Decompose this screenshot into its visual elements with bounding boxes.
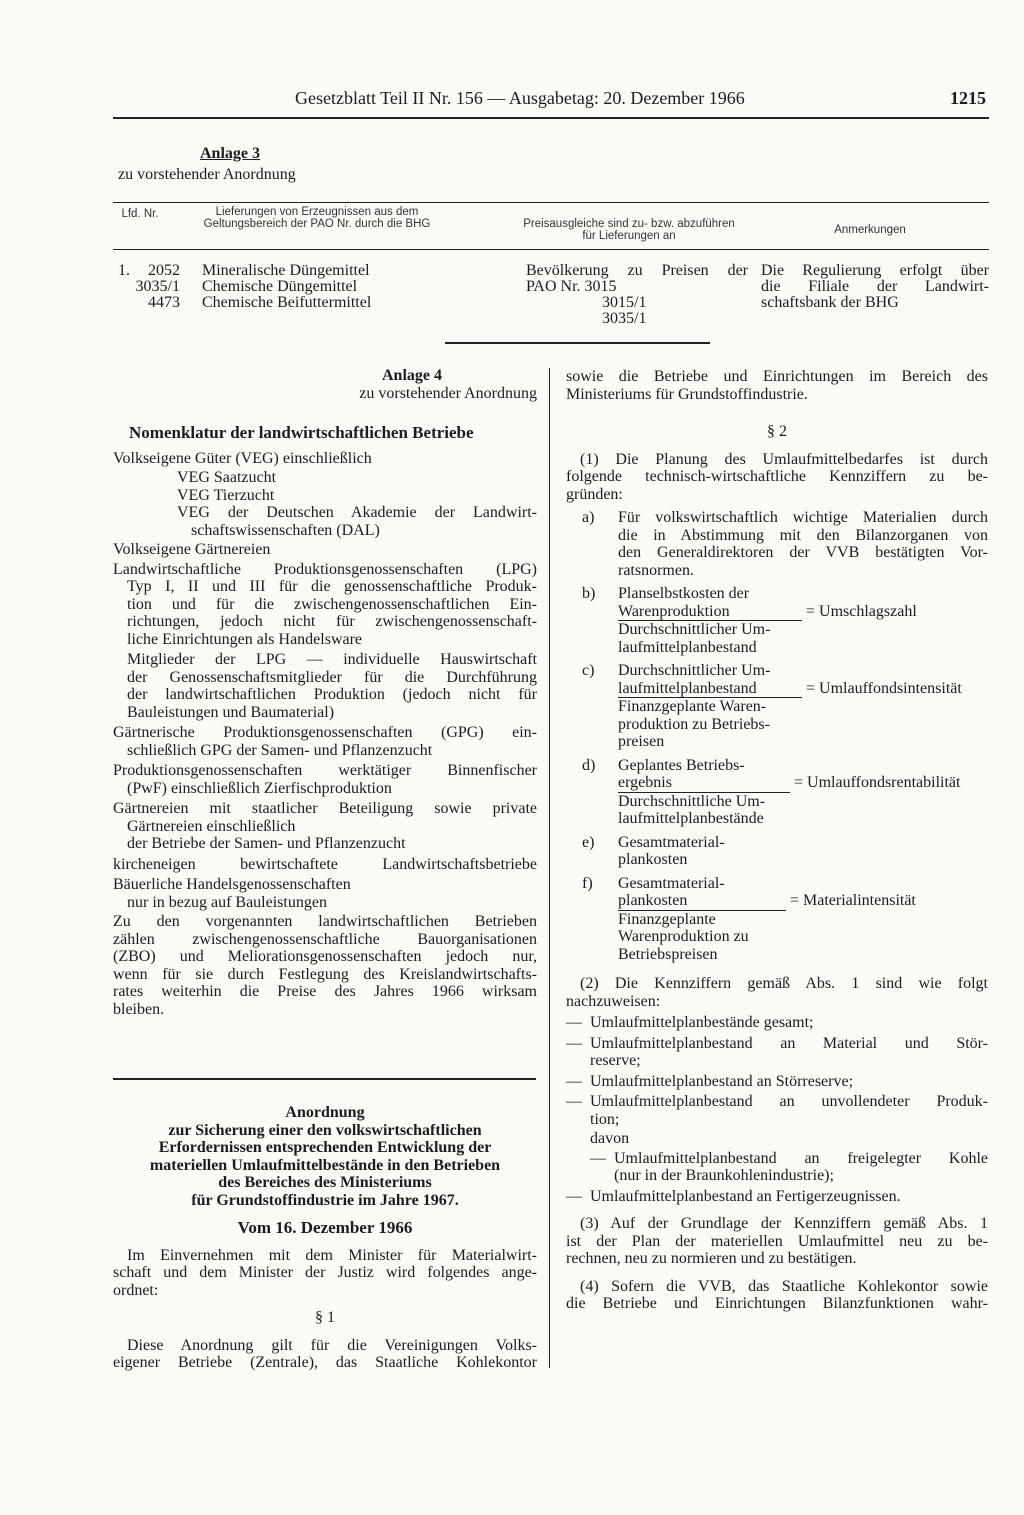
pwf-entry — [113, 762, 537, 797]
fraction-c-denominator: Finanzgeplante Waren- — [618, 698, 767, 715]
lpg-entry — [113, 561, 537, 649]
fraction-b-numerator: Planselbstkosten der — [618, 585, 750, 602]
lpg-line: Landwirtschaftliche Produktionsgenossenschaften (LPG) — [113, 560, 537, 578]
anordnung-title-line: Erfordernissen entsprechenden Entwicklung der — [158, 1139, 492, 1156]
pao-number: 2052 — [148, 262, 180, 279]
prices-line: 3035/1 — [602, 310, 647, 327]
list-item-line: Umlaufmittelplanbestand an unvollendeter Produk- — [590, 1093, 988, 1110]
fraction-b — [618, 585, 802, 656]
intro-line: ordnet: — [113, 1281, 159, 1299]
bhg-entry — [113, 876, 537, 911]
closing-line: rates weiterhin die Preise des Jahres 1966 wirksam — [113, 983, 537, 1000]
list-item-line: reserve; — [590, 1052, 641, 1069]
paragraph-1-line: Diese Anordnung gilt für die Vereinigungen Volks- — [127, 1336, 537, 1354]
fraction-d-result: = Umlauffondsrentabilität — [794, 774, 961, 792]
davon-label: davon — [590, 1130, 630, 1147]
veg-item: VEG Saatzucht — [177, 469, 277, 486]
table-header-preisausgleiche: Preisausgleiche sind zu- bzw. abzuführen für Lieferungen an — [523, 218, 735, 242]
fraction-f-denominator: Finanzgeplante — [618, 910, 716, 928]
table-remarks — [761, 263, 989, 311]
remarks-line: schaftsbank der BHG — [761, 294, 899, 311]
list-dash: — — [590, 1149, 606, 1167]
section-divider — [445, 342, 710, 344]
item-e — [566, 834, 988, 869]
item-e-line: plankosten — [618, 851, 688, 868]
fraction-b-denominator: Durchschnittlicher Um- — [618, 621, 771, 638]
continuation-line: Ministeriums für Grundstoffindustrie. — [566, 385, 808, 403]
fraction-b-numerator: Warenproduktion — [618, 602, 730, 620]
kirchen-entry: kircheneigen bewirtschaftete Landwirtschaftsbetriebe — [113, 855, 537, 873]
anlage4-subtitle: zu vorstehender Anordnung — [359, 384, 537, 402]
continuation-line: sowie die Betriebe und Einrichtungen im Bereich des — [566, 368, 988, 385]
anordnung-title-line: des Bereiches des Ministeriums — [218, 1174, 432, 1191]
table-goods — [202, 263, 462, 311]
running-header: Gesetzblatt Teil II Nr. 156 — Ausgabetag: 20. Dezember 1966 — [295, 88, 745, 108]
bhg-line: Bäuerliche Handelsgenossenschaften — [113, 876, 351, 893]
para-3-line: (3) Auf der Grundlage der Kennziffern gemäß Abs. 1 — [580, 1215, 988, 1232]
table-prices — [526, 263, 748, 327]
pao-number: 4473 — [148, 294, 180, 311]
fraction-f-denominator: Warenproduktion zu — [618, 928, 749, 945]
fraction-d-numerator: Geplantes Betriebs- — [618, 756, 745, 774]
list-dash: — — [566, 1014, 582, 1031]
prices-line: Bevölkerung zu Preisen der — [526, 262, 748, 279]
item-e-label: e) — [582, 833, 595, 851]
fraction-f — [618, 875, 786, 964]
sub-item-line: Umlaufmittelplanbestand an freigelegter Kohle — [614, 1149, 988, 1167]
goods-item: Chemische Beifuttermittel — [202, 294, 372, 311]
para-2 — [566, 975, 988, 1010]
sub-list-item — [590, 1150, 988, 1185]
table-header-lfd: Lfd. Nr. — [121, 208, 159, 220]
fraction-d-denominator: laufmittelplanbestände — [618, 810, 764, 827]
fraction-f-numerator: Gesamtmaterial- — [618, 874, 725, 892]
gpg-entry — [113, 724, 537, 759]
closing-line: (ZBO) und Meliorationsgenossenschaften jedoch nur, — [113, 948, 537, 965]
veg-item: VEG der Deutschen Akademie der Landwirt- — [177, 504, 537, 521]
mitglieder-line: Bauleistungen und Baumaterial) — [127, 703, 335, 721]
remarks-line: Die Regulierung erfolgt über — [761, 262, 989, 279]
veg-item: VEG Tierzucht — [177, 486, 275, 504]
para-3 — [566, 1215, 988, 1268]
item-a-line: den Generaldirektoren der VVB bestätigten Vor- — [618, 544, 988, 561]
list-item-line: tion; — [590, 1110, 620, 1128]
anordnung-section — [113, 1104, 537, 1372]
list-item — [566, 1073, 988, 1091]
item-c-label: c) — [582, 662, 595, 679]
fraction-f-numerator: plankosten — [618, 892, 688, 909]
lpg-line: richtungen, jedoch nicht für zwischengenossenschaft- — [127, 613, 537, 630]
fraction-d-denominator: Durchschnittliche Um- — [618, 792, 766, 810]
fraction-d-numerator: ergebnis — [618, 774, 672, 791]
list-item-line: Umlaufmittelplanbestand an Fertigerzeugnissen. — [590, 1187, 901, 1205]
veg-item: schaftswissenschaften (DAL) — [191, 521, 380, 539]
nomenklatur-title: Nomenklatur der landwirtschaftlichen Betriebe — [129, 423, 474, 442]
fraction-c-denominator: preisen — [618, 733, 665, 750]
anordnung-title-line: materiellen Umlaufmittelbestände in den Betrieben — [149, 1156, 501, 1174]
para-1-line: gründen: — [566, 485, 623, 503]
item-b — [566, 585, 988, 656]
remarks-line: die Filiale der Landwirt- — [761, 278, 989, 295]
anordnung-title-line: zur Sicherung einer den volkswirtschaftlichen — [168, 1121, 482, 1139]
item-a-line: die in Abstimmung mit den Bilanzorganen von — [618, 526, 988, 544]
list-dash: — — [566, 1187, 582, 1205]
paragraph-1-heading: § 1 — [315, 1309, 335, 1326]
bhg-line: nur in bezug auf Bauleistungen — [127, 893, 327, 911]
lpg-line: Typ I, II und III für die genossenschaftliche Produk- — [127, 578, 537, 595]
list-item — [566, 1188, 988, 1206]
para-1-line: folgende technisch-wirtschaftliche Kennziffern zu be- — [566, 468, 988, 485]
pao-number: 3035/1 — [135, 278, 180, 295]
paragraph-1-line: eigener Betriebe (Zentrale), das Staatliche Kohlekontor — [113, 1354, 537, 1371]
mitglieder-line: der Genossenschaftsmitglieder für die Durchführung — [127, 668, 537, 686]
closing-line: Zu den vorgenannten landwirtschaftlichen Betrieben — [113, 913, 537, 930]
item-a-label: a) — [582, 509, 595, 526]
list-item — [566, 1014, 988, 1032]
veg-head: Volkseigene Güter (VEG) einschließlich — [113, 449, 372, 467]
pwf-line: (PwF) einschließlich Zierfischproduktion — [127, 779, 392, 797]
para-3-line: ist der Plan der materiellen Umlaufmittel neu zu be- — [566, 1232, 988, 1250]
fraction-b-denominator: laufmittelplanbestand — [618, 638, 757, 656]
para-4-line: (4) Sofern die VVB, das Staatliche Kohlekontor sowie — [580, 1277, 988, 1295]
list-dash: — — [566, 1093, 582, 1110]
item-f-label: f) — [582, 874, 593, 892]
header-rule — [113, 117, 989, 119]
list-dash: — — [566, 1034, 582, 1052]
anordnung-date: Vom 16. Dezember 1966 — [237, 1218, 413, 1237]
goods-item: Mineralische Düngemittel — [202, 262, 370, 279]
table-header-rule — [113, 249, 989, 250]
pwf-line: Produktionsgenossenschaften werktätiger Binnenfischer — [113, 762, 537, 779]
lpg-line: liche Einrichtungen als Handelsware — [127, 630, 363, 648]
para-4 — [566, 1278, 988, 1313]
volkseigene-gaertnereien: Volkseigene Gärtnereien — [113, 541, 271, 558]
fraction-f-denominator: Betriebspreisen — [618, 945, 718, 963]
anordnung-title-line: für Grundstoffindustrie im Jahre 1967. — [191, 1191, 459, 1209]
mitglieder-line: Mitglieder der LPG — individuelle Hauswirtschaft — [127, 651, 537, 668]
item-a-line: Für volkswirtschaftlich wichtige Materialien durch — [618, 509, 988, 526]
anordnung-title: Anordnung — [285, 1104, 365, 1121]
para-4-line: die Betriebe und Einrichtungen Bilanzfunktionen wahr- — [566, 1295, 988, 1312]
fraction-b-result: = Umschlagszahl — [806, 602, 917, 620]
item-c — [566, 662, 988, 751]
sub-item-line: (nur in der Braunkohlenindustrie); — [614, 1167, 834, 1184]
item-e-line: Gesamtmaterial- — [618, 833, 725, 851]
fraction-c-result: = Umlauffondsintensität — [806, 679, 962, 697]
mitglieder-entry — [113, 651, 537, 721]
fraction-c-numerator: Durchschnittlicher Um- — [618, 662, 771, 679]
list-item-line: Umlaufmittelplanbestände gesamt; — [590, 1014, 814, 1031]
paragraph-2-heading: § 2 — [767, 423, 787, 440]
gpg-line: Gärtnerische Produktionsgenossenschaften (GPG) ein- — [113, 724, 537, 741]
anlage3-subtitle: zu vorstehender Anordnung — [118, 166, 296, 183]
fraction-d — [618, 757, 790, 828]
staatlich-line: Gärtnereien einschließlich — [127, 817, 296, 835]
fraction-c-denominator: produktion zu Betriebs- — [618, 715, 770, 733]
para-2-line: (2) Die Kennziffern gemäß Abs. 1 sind wie folgt — [580, 975, 988, 992]
table-header-anmerkungen: Anmerkungen — [834, 224, 906, 236]
item-f — [566, 875, 988, 964]
item-d-label: d) — [582, 756, 596, 774]
list-item — [566, 1093, 988, 1185]
left-column — [113, 367, 537, 1018]
mitglieder-line: der landwirtschaftlichen Produktion (jedoch nicht für — [127, 686, 537, 703]
staatlich-entry — [113, 800, 537, 853]
anordnung-rule — [113, 1078, 536, 1080]
item-a-line: ratsnormen. — [618, 561, 694, 579]
fraction-c — [618, 662, 802, 751]
kennziffern-list — [566, 1014, 988, 1205]
veg-list — [113, 469, 537, 539]
table-header-lieferungen: Lieferungen von Erzeugnissen aus dem Geltungsbereich der PAO Nr. durch die BHG — [203, 206, 431, 230]
column-divider — [549, 368, 550, 1368]
fraction-c-numerator: laufmittelplanbestand — [618, 679, 757, 697]
list-dash: — — [566, 1072, 582, 1090]
item-a — [566, 509, 988, 579]
fraction-f-result: = Materialintensität — [790, 892, 916, 909]
intro-line: schaft und dem Minister der Justiz wird folgendes ange- — [113, 1264, 537, 1281]
item-b-label: b) — [582, 585, 596, 602]
para-2-line: nachzuweisen: — [566, 992, 661, 1010]
closing-line: bleiben. — [113, 1000, 165, 1018]
list-item-line: Umlaufmittelplanbestand an Störreserve; — [590, 1072, 854, 1090]
list-item — [566, 1035, 988, 1070]
lpg-line: tion und für die zwischengenossenschaftlichen Ein- — [127, 595, 537, 613]
staatlich-line: der Betriebe der Samen- und Pflanzenzucht — [127, 835, 406, 852]
staatlich-line: Gärtnereien mit staatlicher Beteiligung sowie private — [113, 800, 537, 817]
table-top-rule — [113, 202, 989, 203]
right-column — [566, 368, 988, 1313]
closing-paragraph — [113, 913, 537, 1018]
anlage4-title: Anlage 4 — [382, 367, 442, 384]
gpg-line: schließlich GPG der Samen- und Pflanzenzucht — [127, 741, 433, 759]
list-item-line: Umlaufmittelplanbestand an Material und Stör- — [590, 1034, 988, 1052]
intro-line: Im Einvernehmen mit dem Minister für Materialwirt- — [127, 1246, 537, 1264]
para-1-line: (1) Die Planung des Umlaufmittelbedarfes ist durch — [580, 450, 988, 468]
closing-line: zählen zwischengenossenschaftliche Bauorganisationen — [113, 930, 537, 948]
prices-line: PAO Nr. 3015 — [526, 278, 617, 295]
item-d — [566, 757, 988, 828]
goods-item: Chemische Düngemittel — [202, 278, 358, 295]
table-lfd-nr: 1. — [118, 262, 130, 279]
table-pao-numbers — [132, 263, 180, 311]
para-3-line: rechnen, neu zu normieren und zu bestätigen. — [566, 1250, 857, 1267]
page-number: 1215 — [950, 88, 986, 108]
prices-line: 3015/1 — [602, 294, 647, 311]
anlage3-title: Anlage 3 — [200, 145, 260, 162]
closing-line: wenn für sie durch Festlegung des Kreislandwirtschafts- — [113, 965, 537, 983]
